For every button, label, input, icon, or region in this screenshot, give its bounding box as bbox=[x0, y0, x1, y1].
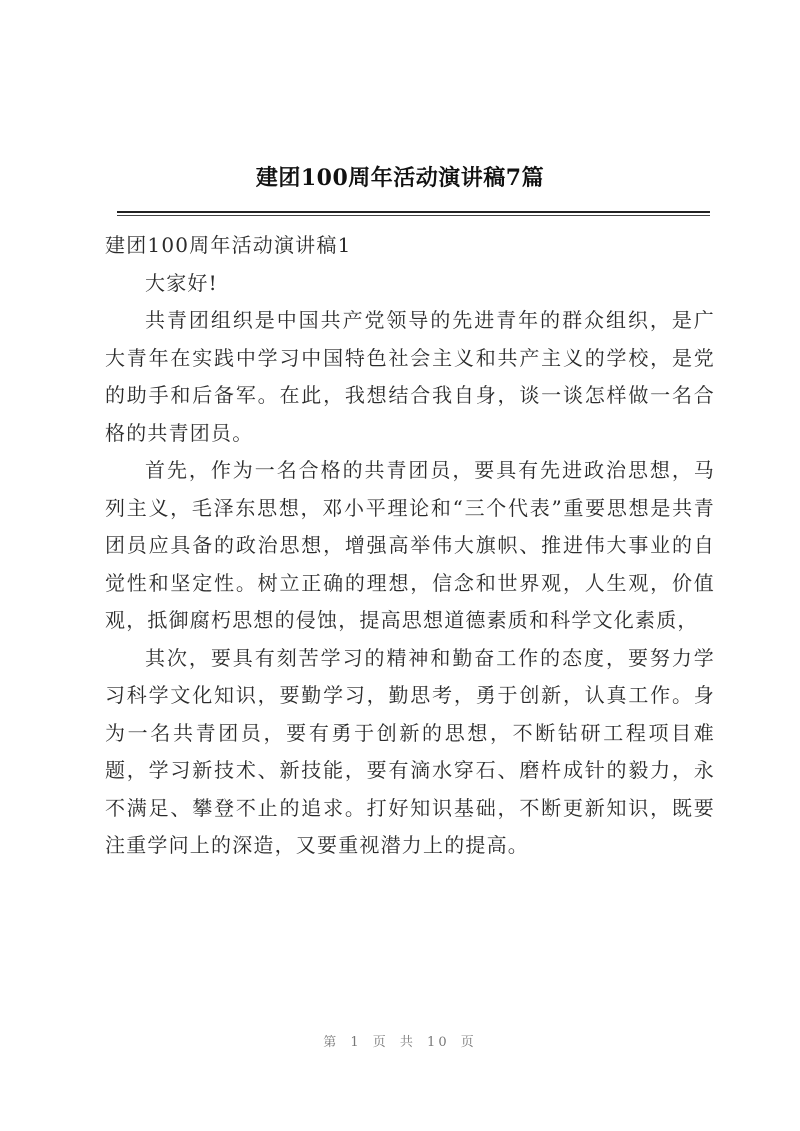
document-title: 建团100周年活动演讲稿7篇 bbox=[255, 165, 545, 191]
document-body bbox=[105, 227, 715, 865]
page-number-footer: 第 1 页 共 10 页 bbox=[323, 1035, 477, 1050]
greeting-paragraph: 大家好! bbox=[145, 270, 218, 295]
paragraph: 共青团组织是中国共产党领导的先进青年的群众组织，是广大青年在实践中学习中国特色社会主义和共产主义的学校，是党的助手和后备军。在此，我想结合我自身，谈一谈怎样做一名合格的共青团员。 bbox=[105, 308, 715, 445]
paragraph: 其次，要具有刻苦学习的精神和勤奋工作的态度，要努力学习科学文化知识，要勤学习，勤思考，勇于创新，认真工作。身为一名共青团员，要有勇于创新的思想，不断钻研工程项目难题，学习新技术、新技能，要有滴水穿石、磨杵成针的毅力，永不满足、攀登不止的追求。打好知识基础，不断更新知识，既要注重学问上的深造，又要重视潜力上的提高。 bbox=[105, 645, 715, 857]
title-rule-thin bbox=[117, 215, 710, 216]
title-rule-thick bbox=[117, 211, 710, 213]
section-heading: 建团100周年活动演讲稿1 bbox=[105, 233, 352, 257]
paragraph: 首先，作为一名合格的共青团员，要具有先进政治思想，马列主义，毛泽东思想，邓小平理论和“三个代表”重要思想是共青团员应具备的政治思想，增强高举伟大旗帜、推进伟大事业的自觉性和坚定性。树立正确的理想，信念和世界观，人生观，价值观，抵御腐朽思想的侵蚀，提高思想道德素质和科学文化素质， bbox=[105, 458, 715, 632]
